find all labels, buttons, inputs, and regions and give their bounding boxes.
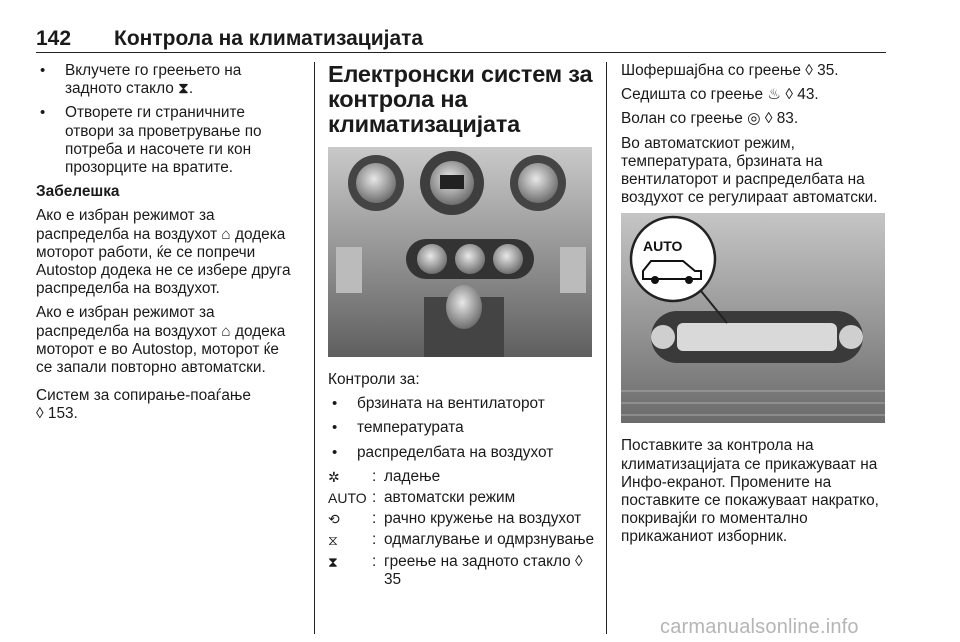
defrost-icon: ⧖ <box>328 532 338 549</box>
column-middle <box>328 62 596 589</box>
column-divider <box>314 62 315 634</box>
list-item: • брзината на вентилаторот <box>328 395 596 413</box>
heated-windscreen-ref: Шофершајбна со греење ◊ 35. <box>621 62 839 79</box>
heated-seats-ref: Седишта со греење ♨ ◊ 43. <box>621 86 819 104</box>
auto-button-photo <box>621 213 885 423</box>
symbol-legend: ✲ : ладење AUTO : автоматски режим ⟲ : рачно кружење на воздухот ⧖ : одмаглување и одмрзнување ⧗ : греење на задното стакло ◊ 35 <box>328 467 595 588</box>
list-item: • Вклучете го греењето на задното стакло ⧗. <box>36 62 298 98</box>
legend-text: одмаглување и одмрзнување <box>384 531 595 549</box>
settings-paragraph: Поставките за контрола на климатизацијата се прикажуваат на Инфо-екранот. Промените на поставките се покажуваат накратко, покривајќи го моментално прикажаниот изборник. <box>621 437 879 546</box>
auto-label: AUTO <box>643 238 683 255</box>
note-paragraph-1: Ако е избран режимот за распределба на воздухот ⌂ додека моторот работи, ќе се попречи Autostop додека не се избере друга распределба на воздухот. <box>36 207 291 298</box>
legend-text: автоматски режим <box>384 489 516 507</box>
note-title: Забелешка <box>36 183 120 201</box>
legend-text: греење на задното стакло ◊ 35 <box>384 552 583 588</box>
climate-control-photo <box>328 147 592 357</box>
heated-steering-ref: Волан со греење ◎ ◊ 83. <box>621 110 799 128</box>
list-item: • температурата <box>328 419 596 437</box>
legend-text: ладење <box>384 467 441 485</box>
auto-label-icon: AUTO <box>328 490 367 507</box>
watermark: carmanualsonline.info <box>660 616 859 638</box>
reference-page-link[interactable]: ◊ 153. <box>36 405 78 423</box>
rear-window-heat-icon: ⧗ <box>328 553 338 570</box>
chapter-title: Контрола на климатизацијата <box>114 27 424 50</box>
column-right <box>621 62 887 553</box>
column-divider <box>606 62 607 634</box>
reference-text: Систем за сопирање-поаѓање <box>36 387 251 405</box>
column-left <box>36 62 298 430</box>
snowflake-icon: ✲ <box>328 468 340 485</box>
recirculation-icon: ⟲ <box>328 511 340 528</box>
list-item: • Отворете ги страничните отвори за проветрување по потреба и насочете ги кон прозорците на вратите. <box>36 104 298 177</box>
note-paragraph-2: Ако е избран режимот за распределба на воздухот ⌂ додека моторот е во Autostop, моторот ќе се запали повторно автоматски. <box>36 304 286 377</box>
auto-mode-paragraph: Во автоматскиот режим, температурата, брзината на вентилаторот и распределбата на воздухот се регулираат автоматски. <box>621 134 878 207</box>
page-number: 142 <box>36 27 72 50</box>
section-heading: Електронски систем за контрола на климатизацијата <box>328 61 593 137</box>
legend-text: рачно кружење на воздухот <box>384 510 582 528</box>
steps-list <box>36 62 298 177</box>
list-item: • распределбата на воздухот <box>328 444 596 462</box>
controls-intro: Контроли за: <box>328 371 420 388</box>
controls-list <box>328 395 596 462</box>
page-header <box>36 28 886 53</box>
